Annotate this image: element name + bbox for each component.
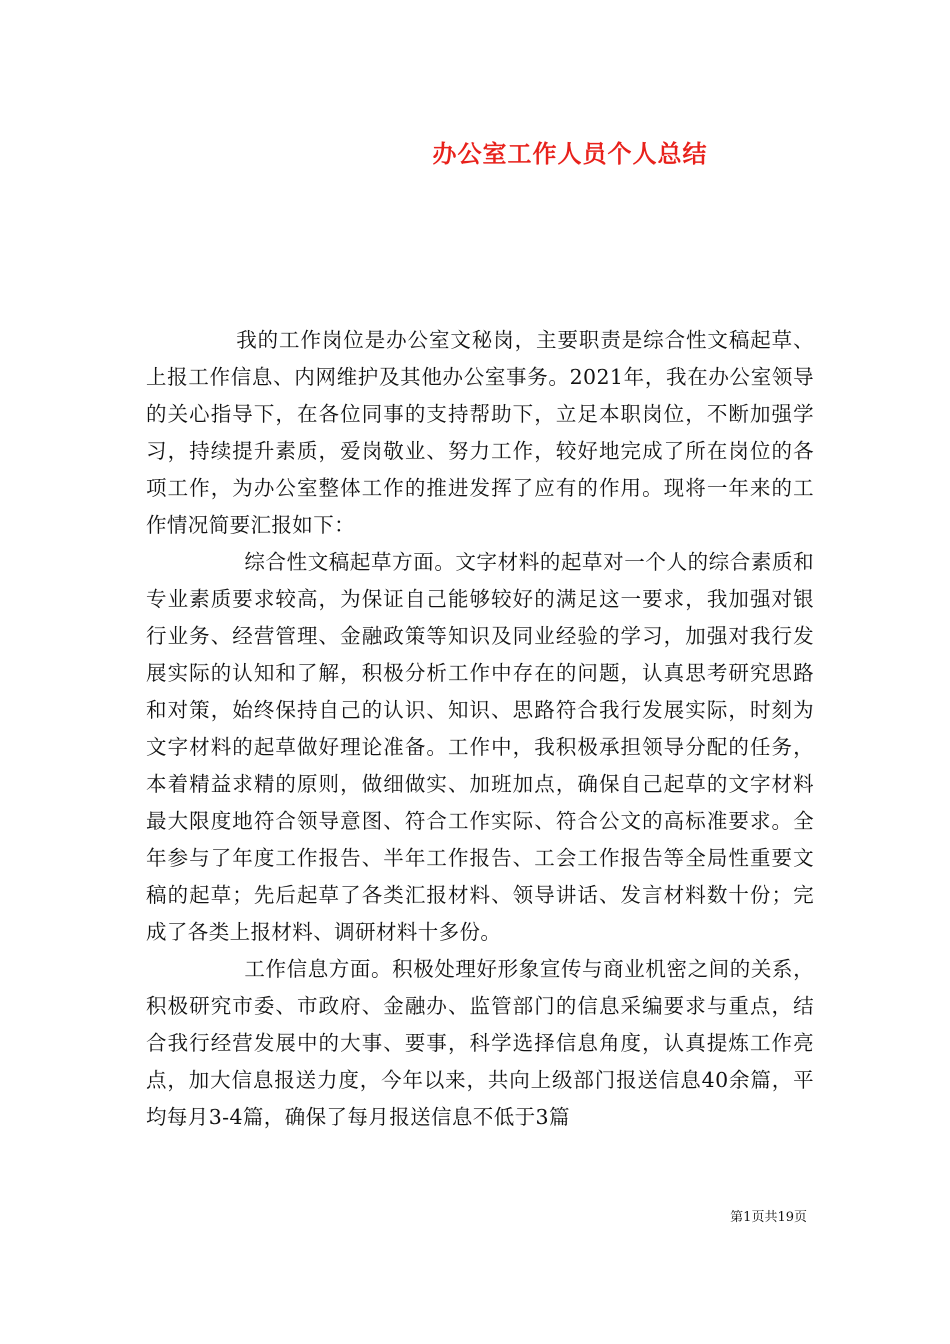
document-body xyxy=(146,322,814,1136)
page-number-footer: 第1页共19页 xyxy=(730,1210,807,1225)
document-title: 办公室工作人员个人总结 xyxy=(432,139,708,168)
paragraph-drafting: 综合性文稿起草方面。文字材料的起草对一个人的综合素质和专业素质要求较高，为保证自己能够较好的满足这一要求，我加强对银行业务、经营管理、金融政策等知识及同业经验的学习，加强对我行发展实际的认知和了解，积极分析工作中存在的问题，认真思考研究思路和对策，始终保持自己的认识、知识、思路符合我行发展实际，时刻为文字材料的起草做好理论准备。工作中，我积极承担领导分配的任务，本着精益求精的原则，做细做实、加班加点，确保自己起草的文字材料最大限度地符合领导意图、符合工作实际、符合公文的高标准要求。全年参与了年度工作报告、半年工作报告、工会工作报告等全局性重要文稿的起草；先后起草了各类汇报材料、领导讲话、发言材料数十份；完成了各类上报材料、调研材料十多份。 xyxy=(146,550,814,944)
paragraph-intro: 我的工作岗位是办公室文秘岗，主要职责是综合性文稿起草、上报工作信息、内网维护及其他办公室事务。2021年，我在办公室领导的关心指导下，在各位同事的支持帮助下，立足本职岗位，不断加强学习，持续提升素质，爱岗敬业、努力工作，较好地完成了所在岗位的各项工作，为办公室整体工作的推进发挥了应有的作用。现将一年来的工作情况简要汇报如下： xyxy=(146,328,814,537)
paragraph-information: 工作信息方面。积极处理好形象宣传与商业机密之间的关系，积极研究市委、市政府、金融办、监管部门的信息采编要求与重点，结合我行经营发展中的大事、要事，科学选择信息角度，认真提炼工作亮点，加大信息报送力度，今年以来，共向上级部门报送信息40余篇，平均每月3-4篇，确保了每月报送信息不低于3篇 xyxy=(146,957,814,1129)
